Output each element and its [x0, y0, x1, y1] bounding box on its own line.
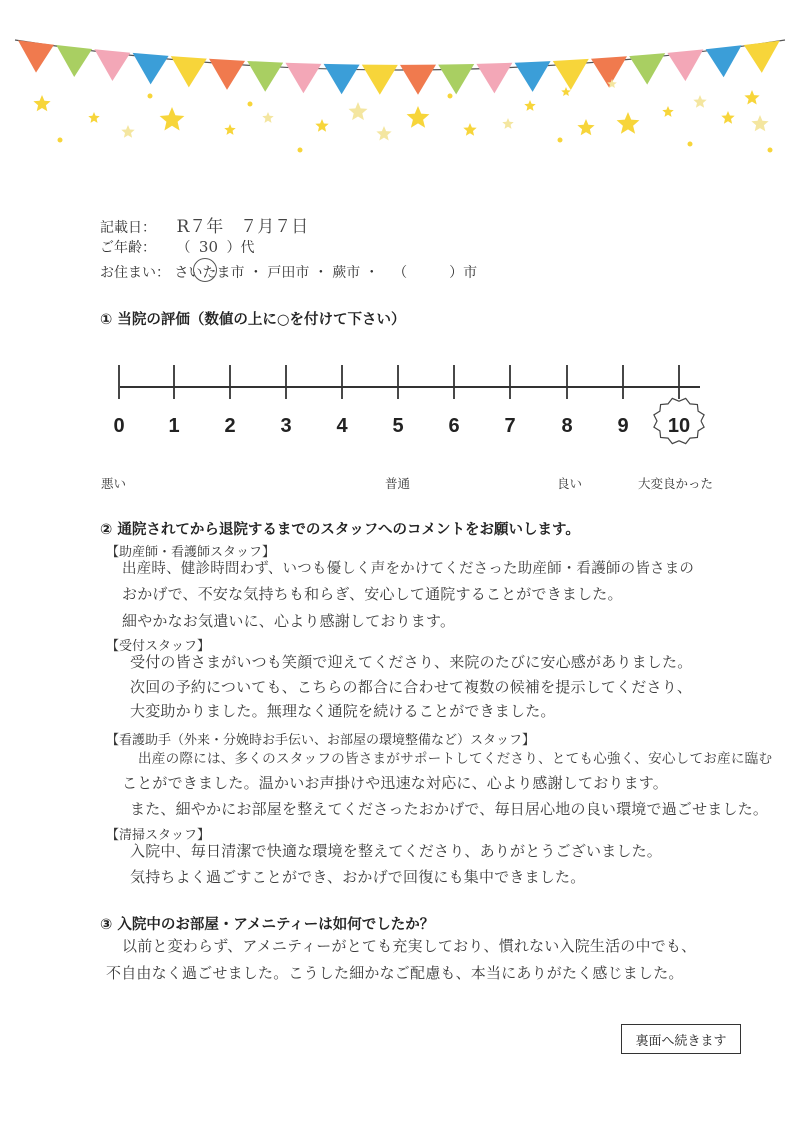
bunting-flag	[133, 53, 169, 85]
comment-line[interactable]: 気持ちよく過ごすことができ、おかげで回復にも集中できました。	[130, 868, 586, 886]
comment-line[interactable]: 出産時、健診時問わず、いつも優しく声をかけてくださった助産師・看護師の皆さまの	[122, 561, 695, 577]
residence-option-other[interactable]: （ ）市	[393, 265, 478, 281]
bunting-flag	[629, 53, 665, 84]
star-icon	[721, 111, 734, 124]
record-age-label: ご年齢：	[100, 240, 156, 256]
dot-decoration	[558, 138, 563, 143]
star-icon	[88, 112, 99, 123]
dot-decoration	[768, 148, 773, 153]
scale-number-4[interactable]: 4	[336, 415, 348, 437]
bunting-flag	[324, 64, 360, 94]
comment-line[interactable]: 細やかなお気遣いに、心より感謝しております。	[122, 612, 456, 630]
star-icon	[160, 107, 185, 131]
comment-line[interactable]: おかげで、不安な気持ちも和らぎ、安心して通院することができました。	[122, 585, 623, 603]
star-decorations	[33, 79, 772, 153]
residence-option-toda[interactable]: 戸田市	[267, 265, 310, 281]
scale-number-0[interactable]: 0	[113, 415, 125, 437]
continue-on-back-label: 裏面へ続きます	[635, 1033, 727, 1049]
bunting-flags	[18, 40, 780, 94]
scale-ticks	[119, 365, 679, 399]
residence-separator: ・	[313, 265, 328, 281]
record-residence-label: お住まい：	[100, 265, 170, 281]
group-label-reception: 【受付スタッフ】	[106, 639, 211, 654]
rating-scale	[100, 355, 720, 465]
record-age-open: （	[176, 240, 191, 256]
comment-line[interactable]: ことができました。温かいお声掛けや迅速な対応に、心より感謝しております。	[122, 774, 669, 792]
star-icon	[502, 118, 513, 129]
dot-decoration	[298, 148, 303, 153]
comment-line[interactable]: 次回の予約についても、こちらの都合に合わせて複数の候補を提示してくださり、	[130, 678, 693, 696]
scale-label-normal: 普通	[385, 476, 411, 491]
star-icon	[744, 90, 759, 105]
bunting-flag	[553, 59, 589, 90]
record-age-close: ）代	[226, 240, 255, 256]
star-icon	[463, 123, 476, 136]
bunting-flag	[285, 63, 321, 94]
scale-label-very-good: 大変良かった	[638, 476, 714, 491]
bunting-flag	[171, 56, 207, 87]
residence-option-saitama[interactable]	[174, 262, 244, 282]
residence-option-saitama-text: さいたま市	[174, 265, 245, 281]
residence-separator: ・	[248, 265, 263, 281]
scale-number-7[interactable]: 7	[504, 415, 516, 437]
star-icon	[315, 119, 328, 132]
star-icon	[407, 106, 430, 128]
star-icon	[524, 100, 535, 111]
record-date-value[interactable]: R７年 ７月７日	[176, 217, 309, 237]
continue-on-back-box	[621, 1024, 741, 1054]
dot-decoration	[248, 102, 253, 107]
bunting-flag	[94, 49, 130, 81]
bunting-flag	[56, 45, 92, 77]
scale-label-bad: 悪い	[101, 476, 127, 491]
star-icon	[617, 112, 640, 134]
bunting-flag	[476, 63, 512, 94]
section1-title: ① 当院の評価（数値の上に○を付けて下さい）	[100, 312, 406, 328]
residence-option-warabi[interactable]: 蕨市	[332, 265, 361, 281]
star-icon	[262, 112, 273, 123]
section2-title: ② 通院されてから退院するまでのスタッフへのコメントをお願いします。	[100, 522, 580, 538]
bunting-flag	[667, 49, 703, 81]
comment-line[interactable]: 出産の際には、多くのスタッフの皆さまがサポートしてくださり、とても心強く、安心してお産に臨む	[138, 751, 773, 767]
scale-numbers	[113, 415, 690, 437]
scale-number-3[interactable]: 3	[280, 415, 292, 437]
scale-number-6[interactable]: 6	[448, 415, 460, 437]
scale-label-good: 良い	[557, 476, 583, 491]
group-label-assistant: 【看護助手（外来・分娩時お手伝い、お部屋の環境整備など）スタッフ】	[106, 733, 536, 748]
bunting-flag	[706, 45, 742, 77]
comment-line[interactable]: 不自由なく過ごせました。こうした細かなご配慮も、本当にありがたく感じました。	[106, 964, 684, 982]
star-icon	[121, 125, 134, 138]
record-age-value[interactable]: 30	[198, 238, 218, 256]
record-date-row	[100, 212, 308, 237]
star-icon	[693, 95, 706, 108]
bunting-flag	[438, 64, 474, 94]
comment-line[interactable]: 入院中、毎日清潔で快適な環境を整えてくださり、ありがとうございました。	[130, 842, 663, 860]
record-residence-row	[100, 262, 477, 282]
scale-number-2[interactable]: 2	[224, 415, 236, 437]
scale-number-10[interactable]: 10	[667, 415, 691, 437]
section3-title: ③ 入院中のお部屋・アメニティーは如何でしたか？	[100, 917, 435, 933]
comment-line[interactable]: また、細やかにお部屋を整えてくださったおかげで、毎日居心地の良い環境で過ごせました。	[130, 800, 769, 818]
bunting-flag	[209, 59, 245, 90]
star-icon	[376, 126, 391, 141]
record-date-label: 記載日：	[100, 220, 156, 236]
bunting-flag	[362, 65, 398, 95]
bunting-flag	[247, 61, 283, 92]
scale-number-1[interactable]: 1	[168, 415, 180, 437]
bunting-flag	[515, 61, 551, 92]
comment-line[interactable]: 以前と変わらず、アメニティーがとても充実しており、慣れない入院生活の中でも、	[122, 937, 697, 955]
star-icon	[561, 87, 571, 96]
bunting-flag	[18, 40, 54, 72]
star-icon	[662, 106, 673, 117]
scale-number-5[interactable]: 5	[392, 415, 404, 437]
bunting-flag	[744, 41, 780, 73]
star-icon	[224, 124, 235, 135]
bunting-flag	[400, 65, 436, 95]
scale-number-9[interactable]: 9	[617, 415, 629, 437]
comment-line[interactable]: 大変助かりました。無理なく通院を続けることができました。	[130, 702, 556, 720]
dot-decoration	[688, 142, 693, 147]
record-age-row	[100, 237, 254, 257]
star-icon	[751, 115, 768, 131]
dot-decoration	[448, 94, 453, 99]
bunting-decoration	[0, 0, 800, 170]
group-label-cleaning: 【清掃スタッフ】	[106, 828, 211, 843]
dot-decoration	[58, 138, 63, 143]
star-icon	[577, 119, 594, 135]
dot-decoration	[148, 94, 153, 99]
star-icon	[349, 102, 368, 120]
comment-line[interactable]: 受付の皆さまがいつも笑顔で迎えてくださり、来院のたびに安心感がありました。	[130, 653, 693, 671]
star-icon	[33, 95, 50, 111]
residence-separator: ・	[364, 265, 379, 281]
scale-number-8[interactable]: 8	[561, 415, 573, 437]
group-label-midwife: 【助産師・看護師スタッフ】	[106, 545, 276, 560]
